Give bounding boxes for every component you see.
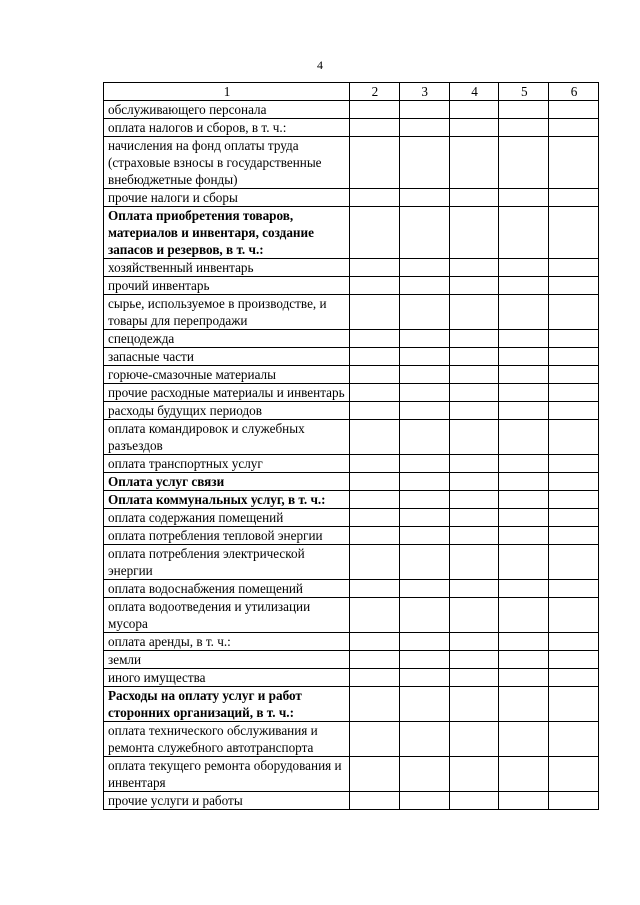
table-row	[104, 757, 599, 792]
row-label: обслуживающего персонала	[104, 101, 350, 119]
table-row	[104, 527, 599, 545]
row-label: земли	[104, 651, 350, 669]
value-cell-col-4	[449, 757, 499, 792]
value-cell-col-4	[449, 295, 499, 330]
table-row	[104, 509, 599, 527]
value-cell-col-3	[399, 420, 449, 455]
value-cell-col-2	[350, 792, 400, 810]
value-cell-col-6	[549, 420, 599, 455]
table-row	[104, 366, 599, 384]
value-cell-col-5	[499, 207, 549, 259]
expense-table	[103, 82, 599, 810]
table-row	[104, 455, 599, 473]
value-cell-col-2	[350, 259, 400, 277]
value-cell-col-2	[350, 687, 400, 722]
value-cell-col-6	[549, 455, 599, 473]
value-cell-col-3	[399, 259, 449, 277]
value-cell-col-6	[549, 545, 599, 580]
value-cell-col-2	[350, 420, 400, 455]
value-cell-col-2	[350, 455, 400, 473]
row-label: оплата водоотведения и утилизации мусора	[104, 598, 350, 633]
row-label: прочие расходные материалы и инвентарь	[104, 384, 350, 402]
row-label: хозяйственный инвентарь	[104, 259, 350, 277]
table-row	[104, 330, 599, 348]
value-cell-col-4	[449, 687, 499, 722]
table-row	[104, 295, 599, 330]
value-cell-col-6	[549, 207, 599, 259]
table-row	[104, 277, 599, 295]
value-cell-col-2	[350, 633, 400, 651]
value-cell-col-2	[350, 669, 400, 687]
value-cell-col-2	[350, 651, 400, 669]
column-header-2: 2	[350, 83, 400, 101]
value-cell-col-5	[499, 580, 549, 598]
value-cell-col-2	[350, 402, 400, 420]
value-cell-col-5	[499, 348, 549, 366]
row-label: оплата текущего ремонта оборудования и инвентаря	[104, 757, 350, 792]
value-cell-col-5	[499, 722, 549, 757]
value-cell-col-3	[399, 757, 449, 792]
value-cell-col-4	[449, 330, 499, 348]
value-cell-col-6	[549, 598, 599, 633]
value-cell-col-3	[399, 651, 449, 669]
table-row	[104, 651, 599, 669]
table-row	[104, 348, 599, 366]
table-row	[104, 687, 599, 722]
row-label: Оплата приобретения товаров, материалов и инвентаря, создание запасов и резервов, в т. ч.:	[104, 207, 350, 259]
value-cell-col-6	[549, 119, 599, 137]
table-row	[104, 101, 599, 119]
value-cell-col-2	[350, 295, 400, 330]
value-cell-col-4	[449, 189, 499, 207]
value-cell-col-6	[549, 527, 599, 545]
value-cell-col-5	[499, 527, 549, 545]
value-cell-col-6	[549, 366, 599, 384]
value-cell-col-6	[549, 137, 599, 189]
value-cell-col-2	[350, 101, 400, 119]
value-cell-col-4	[449, 455, 499, 473]
value-cell-col-5	[499, 420, 549, 455]
value-cell-col-3	[399, 207, 449, 259]
table-header-row	[104, 83, 599, 101]
value-cell-col-6	[549, 189, 599, 207]
value-cell-col-3	[399, 119, 449, 137]
value-cell-col-2	[350, 137, 400, 189]
value-cell-col-6	[549, 330, 599, 348]
column-header-5: 5	[499, 83, 549, 101]
value-cell-col-6	[549, 509, 599, 527]
row-label: оплата потребления электрической энергии	[104, 545, 350, 580]
row-label: запасные части	[104, 348, 350, 366]
value-cell-col-5	[499, 509, 549, 527]
value-cell-col-4	[449, 384, 499, 402]
value-cell-col-5	[499, 101, 549, 119]
value-cell-col-6	[549, 295, 599, 330]
table-row	[104, 207, 599, 259]
value-cell-col-5	[499, 402, 549, 420]
value-cell-col-2	[350, 207, 400, 259]
value-cell-col-3	[399, 527, 449, 545]
value-cell-col-6	[549, 792, 599, 810]
value-cell-col-6	[549, 348, 599, 366]
row-label: оплата аренды, в т. ч.:	[104, 633, 350, 651]
value-cell-col-3	[399, 722, 449, 757]
value-cell-col-5	[499, 366, 549, 384]
column-header-4: 4	[449, 83, 499, 101]
column-header-6: 6	[549, 83, 599, 101]
value-cell-col-2	[350, 348, 400, 366]
value-cell-col-3	[399, 348, 449, 366]
value-cell-col-4	[449, 669, 499, 687]
value-cell-col-6	[549, 277, 599, 295]
value-cell-col-2	[350, 189, 400, 207]
value-cell-col-2	[350, 598, 400, 633]
value-cell-col-3	[399, 545, 449, 580]
value-cell-col-3	[399, 669, 449, 687]
row-label: прочие налоги и сборы	[104, 189, 350, 207]
value-cell-col-5	[499, 473, 549, 491]
value-cell-col-5	[499, 792, 549, 810]
value-cell-col-4	[449, 792, 499, 810]
value-cell-col-2	[350, 545, 400, 580]
row-label: оплата водоснабжения помещений	[104, 580, 350, 598]
value-cell-col-2	[350, 277, 400, 295]
value-cell-col-5	[499, 259, 549, 277]
table-row	[104, 189, 599, 207]
value-cell-col-5	[499, 295, 549, 330]
value-cell-col-4	[449, 633, 499, 651]
table-row	[104, 473, 599, 491]
value-cell-col-6	[549, 580, 599, 598]
value-cell-col-5	[499, 687, 549, 722]
table-row	[104, 402, 599, 420]
value-cell-col-3	[399, 473, 449, 491]
value-cell-col-3	[399, 598, 449, 633]
value-cell-col-3	[399, 455, 449, 473]
value-cell-col-3	[399, 384, 449, 402]
value-cell-col-4	[449, 101, 499, 119]
value-cell-col-4	[449, 348, 499, 366]
row-label: оплата содержания помещений	[104, 509, 350, 527]
table-row	[104, 119, 599, 137]
value-cell-col-5	[499, 598, 549, 633]
row-label: спецодежда	[104, 330, 350, 348]
value-cell-col-4	[449, 473, 499, 491]
table-row	[104, 137, 599, 189]
value-cell-col-3	[399, 633, 449, 651]
value-cell-col-3	[399, 295, 449, 330]
value-cell-col-6	[549, 473, 599, 491]
value-cell-col-6	[549, 402, 599, 420]
row-label: оплата потребления тепловой энергии	[104, 527, 350, 545]
value-cell-col-4	[449, 402, 499, 420]
table-row	[104, 545, 599, 580]
value-cell-col-6	[549, 669, 599, 687]
value-cell-col-5	[499, 189, 549, 207]
value-cell-col-5	[499, 119, 549, 137]
value-cell-col-4	[449, 722, 499, 757]
value-cell-col-4	[449, 491, 499, 509]
value-cell-col-5	[499, 757, 549, 792]
value-cell-col-5	[499, 633, 549, 651]
value-cell-col-2	[350, 527, 400, 545]
value-cell-col-2	[350, 384, 400, 402]
row-label: Оплата услуг связи	[104, 473, 350, 491]
value-cell-col-3	[399, 330, 449, 348]
value-cell-col-3	[399, 189, 449, 207]
row-label: оплата налогов и сборов, в т. ч.:	[104, 119, 350, 137]
column-header-1: 1	[104, 83, 350, 101]
value-cell-col-3	[399, 402, 449, 420]
value-cell-col-6	[549, 687, 599, 722]
value-cell-col-4	[449, 277, 499, 295]
value-cell-col-5	[499, 455, 549, 473]
value-cell-col-5	[499, 651, 549, 669]
value-cell-col-6	[549, 757, 599, 792]
table-row	[104, 669, 599, 687]
value-cell-col-3	[399, 687, 449, 722]
value-cell-col-3	[399, 137, 449, 189]
value-cell-col-2	[350, 757, 400, 792]
value-cell-col-2	[350, 491, 400, 509]
value-cell-col-2	[350, 722, 400, 757]
value-cell-col-3	[399, 491, 449, 509]
value-cell-col-4	[449, 259, 499, 277]
table-row	[104, 259, 599, 277]
table-row	[104, 792, 599, 810]
value-cell-col-4	[449, 527, 499, 545]
value-cell-col-4	[449, 509, 499, 527]
value-cell-col-3	[399, 366, 449, 384]
row-label: Расходы на оплату услуг и работ сторонних организаций, в т. ч.:	[104, 687, 350, 722]
value-cell-col-4	[449, 119, 499, 137]
row-label: Оплата коммунальных услуг, в т. ч.:	[104, 491, 350, 509]
value-cell-col-5	[499, 491, 549, 509]
table-row	[104, 580, 599, 598]
table-row	[104, 633, 599, 651]
value-cell-col-3	[399, 792, 449, 810]
value-cell-col-2	[350, 473, 400, 491]
value-cell-col-2	[350, 119, 400, 137]
row-label: оплата командировок и служебных разъездов	[104, 420, 350, 455]
value-cell-col-3	[399, 509, 449, 527]
value-cell-col-2	[350, 580, 400, 598]
value-cell-col-3	[399, 580, 449, 598]
value-cell-col-6	[549, 651, 599, 669]
row-label: оплата транспортных услуг	[104, 455, 350, 473]
value-cell-col-4	[449, 207, 499, 259]
row-label: прочий инвентарь	[104, 277, 350, 295]
value-cell-col-5	[499, 384, 549, 402]
value-cell-col-6	[549, 384, 599, 402]
value-cell-col-2	[350, 330, 400, 348]
value-cell-col-5	[499, 545, 549, 580]
value-cell-col-4	[449, 137, 499, 189]
value-cell-col-4	[449, 366, 499, 384]
value-cell-col-4	[449, 651, 499, 669]
row-label: иного имущества	[104, 669, 350, 687]
table-row	[104, 491, 599, 509]
row-label: расходы будущих периодов	[104, 402, 350, 420]
value-cell-col-3	[399, 101, 449, 119]
value-cell-col-3	[399, 277, 449, 295]
table-row	[104, 722, 599, 757]
row-label: начисления на фонд оплаты труда (страховые взносы в государственные внебюджетные фонды)	[104, 137, 350, 189]
row-label: оплата технического обслуживания и ремонта служебного автотранспорта	[104, 722, 350, 757]
table-row	[104, 420, 599, 455]
column-header-3: 3	[399, 83, 449, 101]
value-cell-col-6	[549, 491, 599, 509]
page-number: 4	[317, 58, 323, 72]
value-cell-col-4	[449, 420, 499, 455]
value-cell-col-6	[549, 633, 599, 651]
value-cell-col-4	[449, 545, 499, 580]
value-cell-col-2	[350, 366, 400, 384]
value-cell-col-4	[449, 598, 499, 633]
value-cell-col-5	[499, 277, 549, 295]
value-cell-col-4	[449, 580, 499, 598]
row-label: сырье, используемое в производстве, и товары для перепродажи	[104, 295, 350, 330]
value-cell-col-6	[549, 722, 599, 757]
value-cell-col-5	[499, 137, 549, 189]
value-cell-col-5	[499, 330, 549, 348]
row-label: горюче-смазочные материалы	[104, 366, 350, 384]
value-cell-col-6	[549, 259, 599, 277]
value-cell-col-2	[350, 509, 400, 527]
table-row	[104, 598, 599, 633]
row-label: прочие услуги и работы	[104, 792, 350, 810]
value-cell-col-5	[499, 669, 549, 687]
value-cell-col-6	[549, 101, 599, 119]
table-row	[104, 384, 599, 402]
